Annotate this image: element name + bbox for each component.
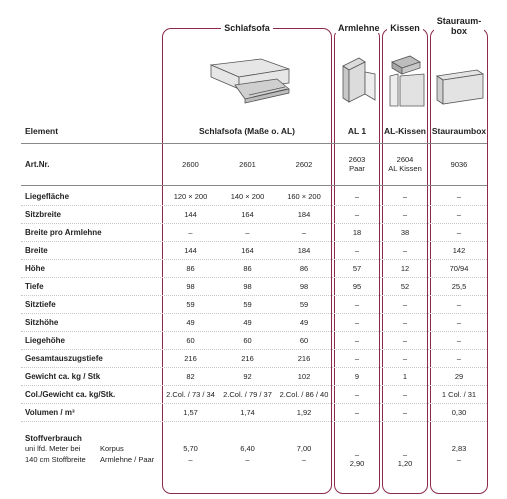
row-cell-c3: 184 [297,210,311,219]
artnr-c1: 2600 [182,160,199,169]
row-label: Liegehöhe [25,336,66,345]
row-cell-c3: 184 [297,246,311,255]
row-cell-c6: 142 [452,246,466,255]
row-cell-c6: 25,5 [451,282,467,291]
row-cell-c3: – [301,228,307,237]
row-cell-c4: – [354,408,360,417]
row-cell-c1: 144 [184,246,197,255]
row-cell-c3: 1,92 [296,408,312,417]
row-divider [21,421,487,422]
row-cell-c5: 1 [402,372,408,381]
armlehne-group-title: Armlehne [335,23,383,33]
row-cell-c5: 38 [400,228,410,237]
artnr-c5-line2: AL Kissen [388,164,422,173]
row-label: Höhe [25,264,45,273]
stauraumbox-group-title [434,16,485,36]
stoff-korpus-c2: 6,40 [240,444,255,453]
row-label: Gesamtauszugstiefe [25,354,103,363]
stoff-korpus-c4: – [354,450,360,459]
row-cell-c5: – [402,318,408,327]
row-cell-c1: 49 [186,318,195,327]
row-label: Sitzbreite [25,210,62,219]
armlehne-illustration [337,52,377,108]
row-divider [21,331,487,332]
stoff-title: Stoffverbrauch [25,434,82,443]
row-cell-c4: – [354,300,360,309]
row-divider [21,259,487,260]
row-cell-c2: 1,74 [240,408,255,417]
row-divider [21,349,487,350]
row-cell-c6: – [456,354,462,363]
schlafsofa-header: Schlafsofa (Maße o. AL) [198,126,296,136]
row-cell-c6: – [456,228,462,237]
row-label: Liegefläche [25,192,70,201]
row-cell-c2: 60 [243,336,252,345]
element-header: Element [25,126,59,136]
row-cell-c4: – [354,318,360,327]
stoff-korpus-c6: 2,83 [451,444,467,453]
row-cell-c1: 1,57 [183,408,198,417]
row-cell-c4: – [354,336,360,345]
row-cell-c4: – [354,246,360,255]
row-cell-c5: – [402,408,408,417]
row-cell-c1: – [188,228,193,237]
row-label: Sitzhöhe [25,318,59,327]
artnr-c4-line1: 2603 [348,155,366,164]
row-cell-c6: 70/94 [449,264,469,273]
row-cell-c6: 29 [454,372,464,381]
row-divider [21,367,487,368]
row-cell-c2: 140 × 200 [230,192,265,201]
row-cell-c4: – [354,354,360,363]
kissen-illustration [384,52,426,108]
row-label: Gewicht ca. kg / Stk [25,372,101,381]
row-cell-c2: 164 [241,246,254,255]
row-divider [21,295,487,296]
artnr-c3: 2602 [295,160,313,169]
row-cell-c1: 216 [184,354,197,363]
row-cell-c5: – [402,336,408,345]
stauraumbox-title-line1: Stauraum- [436,16,482,26]
row-cell-c5: – [402,246,408,255]
row-cell-c4: – [354,192,360,201]
artnr-c4-line2: Paar [349,164,365,173]
kissen-group-title: Kissen [387,23,423,33]
row-divider [21,241,487,242]
row-divider [21,223,487,224]
schlafsofa-illustration [205,55,295,107]
row-cell-c4: 57 [352,264,362,273]
row-cell-c6: – [456,192,462,201]
row-label: Breite [25,246,48,255]
stoff-line2: uni lfd. Meter bei [25,444,81,453]
row-cell-c3: 86 [299,264,309,273]
row-cell-c2: 164 [241,210,254,219]
row-cell-c4: – [354,390,360,399]
artnr-c6: 9036 [450,160,468,169]
row-cell-c6: 0,30 [451,408,467,417]
row-cell-c6: – [456,300,462,309]
row-cell-c2: 92 [243,372,252,381]
row-cell-c2: 86 [243,264,252,273]
stoff-armlehne-label: Armlehne / Paar [100,455,155,464]
row-cell-c3: 98 [299,282,309,291]
row-cell-c1: 82 [186,372,195,381]
stoff-korpus-c1: 5,70 [183,444,198,453]
stoff-arm-c2: – [245,455,250,464]
stoff-arm-c1: – [188,455,193,464]
row-divider [21,403,487,404]
alkissen-header: AL-Kissen [383,126,427,136]
row-cell-c5: – [402,210,408,219]
artnr-label: Art.Nr. [25,160,50,169]
row-cell-c5: – [402,354,408,363]
row-divider [21,313,487,314]
row-label: Sitztiefe [25,300,56,309]
row-cell-c5: – [402,192,408,201]
row-cell-c2: – [245,228,250,237]
row-cell-c3: 49 [299,318,309,327]
stoff-korpus-label: Korpus [100,444,124,453]
artnr-c5 [382,155,428,173]
row-cell-c6: – [456,336,462,345]
row-cell-c3: 102 [297,372,311,381]
row-cell-c1: 60 [186,336,195,345]
row-cell-c6: 1 Col. / 31 [441,390,477,399]
row-cell-c5: – [402,300,408,309]
stauraumbox-header: Stauraumbox [431,126,487,136]
row-cell-c3: 59 [299,300,309,309]
row-cell-c1: 2.Col. / 73 / 34 [166,390,215,399]
row-label: Col./Gewicht ca. kg/Stk. [25,390,116,399]
stoff-arm-c5: 1,20 [397,459,413,468]
row-cell-c4: 9 [354,372,360,381]
row-cell-c4: 95 [352,282,362,291]
artnr-c5-line1: 2604 [396,155,414,164]
row-cell-c1: 120 × 200 [173,192,208,201]
row-cell-c2: 2.Col. / 79 / 37 [223,390,272,399]
row-cell-c5: 12 [400,264,410,273]
stauraumbox-title-line2: box [450,26,467,36]
row-cell-c1: 144 [184,210,197,219]
stoff-arm-c4: 2,90 [349,459,365,468]
row-cell-c6: – [456,318,462,327]
divider [21,143,487,144]
row-label: Breite pro Armlehne [25,228,102,237]
row-divider [21,385,487,386]
row-divider [21,277,487,278]
stoff-arm-c3: – [301,455,307,464]
row-cell-c2: 98 [243,282,252,291]
al1-header: AL 1 [347,126,367,136]
stoff-korpus-c3: 7,00 [296,444,312,453]
artnr-c4 [334,155,380,173]
row-cell-c3: 216 [297,354,311,363]
row-cell-c5: – [402,390,408,399]
row-cell-c1: 86 [186,264,195,273]
stoff-arm-c6: – [456,455,462,464]
row-cell-c2: 59 [243,300,252,309]
row-label: Tiefe [25,282,44,291]
stoff-korpus-c5: – [402,450,408,459]
row-cell-c4: 18 [352,228,362,237]
row-cell-c2: 49 [243,318,252,327]
divider [21,185,487,186]
artnr-c2: 2601 [239,160,256,169]
row-label: Volumen / m³ [25,408,75,417]
row-cell-c3: 60 [299,336,309,345]
stoff-line3: 140 cm Stoffbreite [25,455,86,464]
row-cell-c2: 216 [241,354,254,363]
row-cell-c1: 98 [186,282,195,291]
row-cell-c6: – [456,210,462,219]
row-cell-c5: 52 [400,282,410,291]
row-cell-c1: 59 [186,300,195,309]
row-divider [21,205,487,206]
row-cell-c3: 160 × 200 [287,192,321,201]
schlafsofa-group-title: Schlafsofa [221,23,273,33]
stauraumbox-illustration [433,60,487,108]
row-cell-c3: 2.Col. / 86 / 40 [279,390,329,399]
row-cell-c4: – [354,210,360,219]
